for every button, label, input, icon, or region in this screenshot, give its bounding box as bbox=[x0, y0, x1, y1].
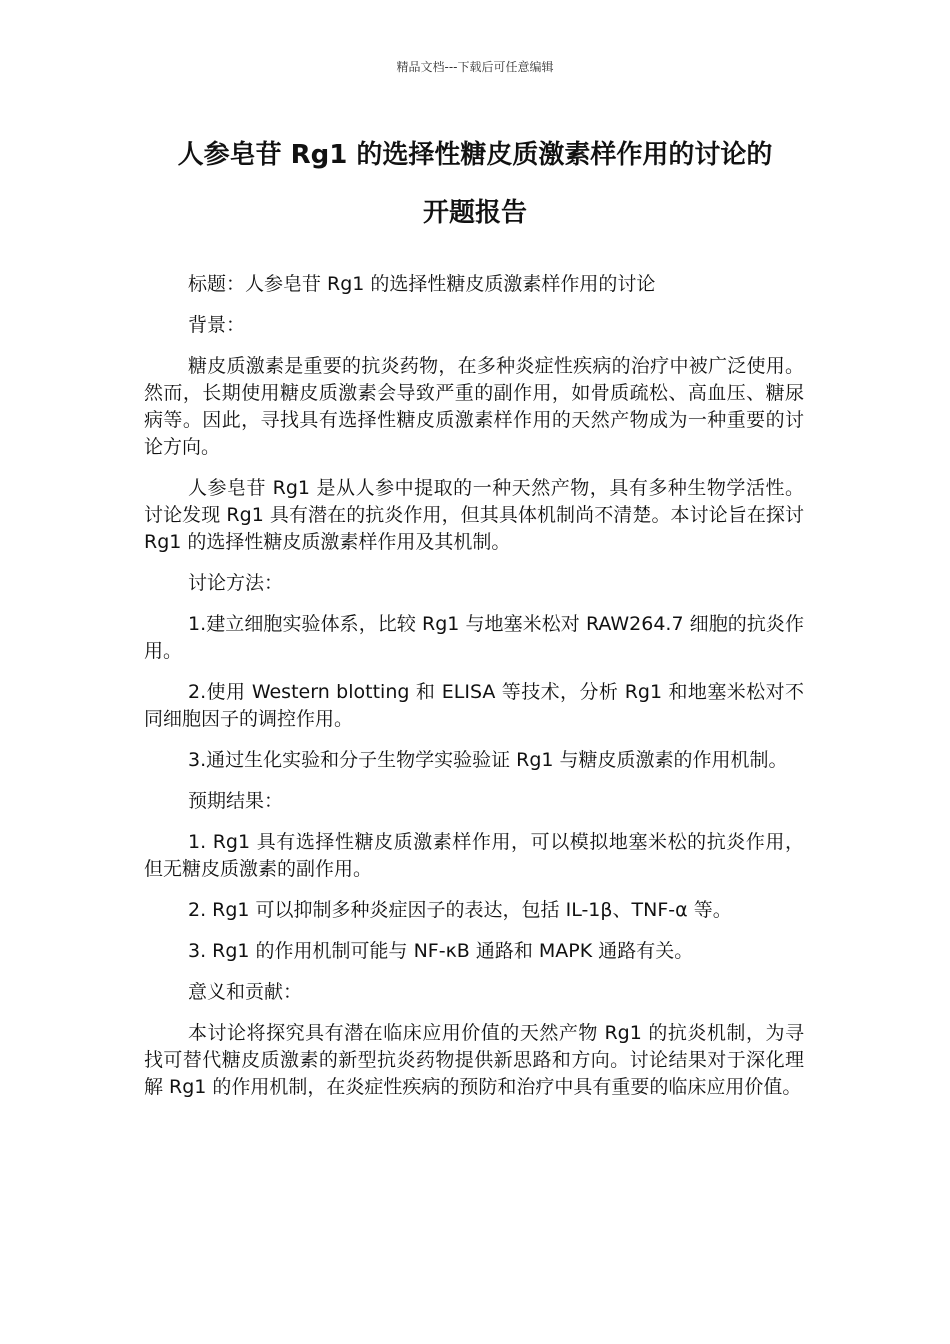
topic-line: 标题：人参皂苷 Rg1 的选择性糖皮质激素样作用的讨论 bbox=[188, 273, 656, 295]
document-body bbox=[144, 271, 804, 1115]
list-item-result-2: 2. Rg1 可以抑制多种炎症因子的表达，包括 IL-1β、TNF-α 等。 bbox=[188, 899, 732, 921]
document-title-line-1: 人参皂苷 Rg1 的选择性糖皮质激素样作用的讨论的 bbox=[177, 140, 773, 170]
section-heading-significance: 意义和贡献： bbox=[188, 981, 303, 1003]
paragraph-background-1: 糖皮质激素是重要的抗炎药物，在多种炎症性疾病的治疗中被广泛使用。然而，长期使用糖皮质激素会导致严重的副作用，如骨质疏松、高血压、糖尿病等。因此，寻找具有选择性糖皮质激素样作用的天然产物成为一种重要的讨论方向。 bbox=[144, 355, 804, 458]
list-item-result-3: 3. Rg1 的作用机制可能与 NF-κB 通路和 MAPK 通路有关。 bbox=[188, 940, 694, 962]
document-title bbox=[140, 126, 810, 242]
list-item-result-1: 1. Rg1 具有选择性糖皮质激素样作用，可以模拟地塞米松的抗炎作用，但无糖皮质激素的副作用。 bbox=[144, 831, 804, 880]
header-note: 精品文档---下载后可任意编辑 bbox=[396, 60, 554, 74]
section-heading-background: 背景： bbox=[188, 314, 246, 336]
section-heading-expected-results: 预期结果： bbox=[188, 790, 284, 812]
document-title-line-2: 开题报告 bbox=[422, 198, 527, 228]
list-item-method-2: 2.使用 Western blotting 和 ELISA 等技术，分析 Rg1 和地塞米松对不同细胞因子的调控作用。 bbox=[144, 681, 804, 730]
list-item-method-3: 3.通过生化实验和分子生物学实验验证 Rg1 与糖皮质激素的作用机制。 bbox=[188, 749, 788, 771]
section-heading-methods: 讨论方法： bbox=[188, 572, 284, 594]
paragraph-significance: 本讨论将探究具有潜在临床应用价值的天然产物 Rg1 的抗炎机制，为寻找可替代糖皮质激素的新型抗炎药物提供新思路和方向。讨论结果对于深化理解 Rg1 的作用机制，在炎症性疾病的预防和治疗中具有重要的临床应用价值。 bbox=[144, 1022, 804, 1098]
paragraph-background-2: 人参皂苷 Rg1 是从人参中提取的一种天然产物，具有多种生物学活性。讨论发现 Rg1 具有潜在的抗炎作用，但其具体机制尚不清楚。本讨论旨在探讨 Rg1 的选择性糖皮质激素样作用及其机制。 bbox=[144, 477, 804, 553]
list-item-method-1: 1.建立细胞实验体系，比较 Rg1 与地塞米松对 RAW264.7 细胞的抗炎作用。 bbox=[144, 613, 804, 662]
